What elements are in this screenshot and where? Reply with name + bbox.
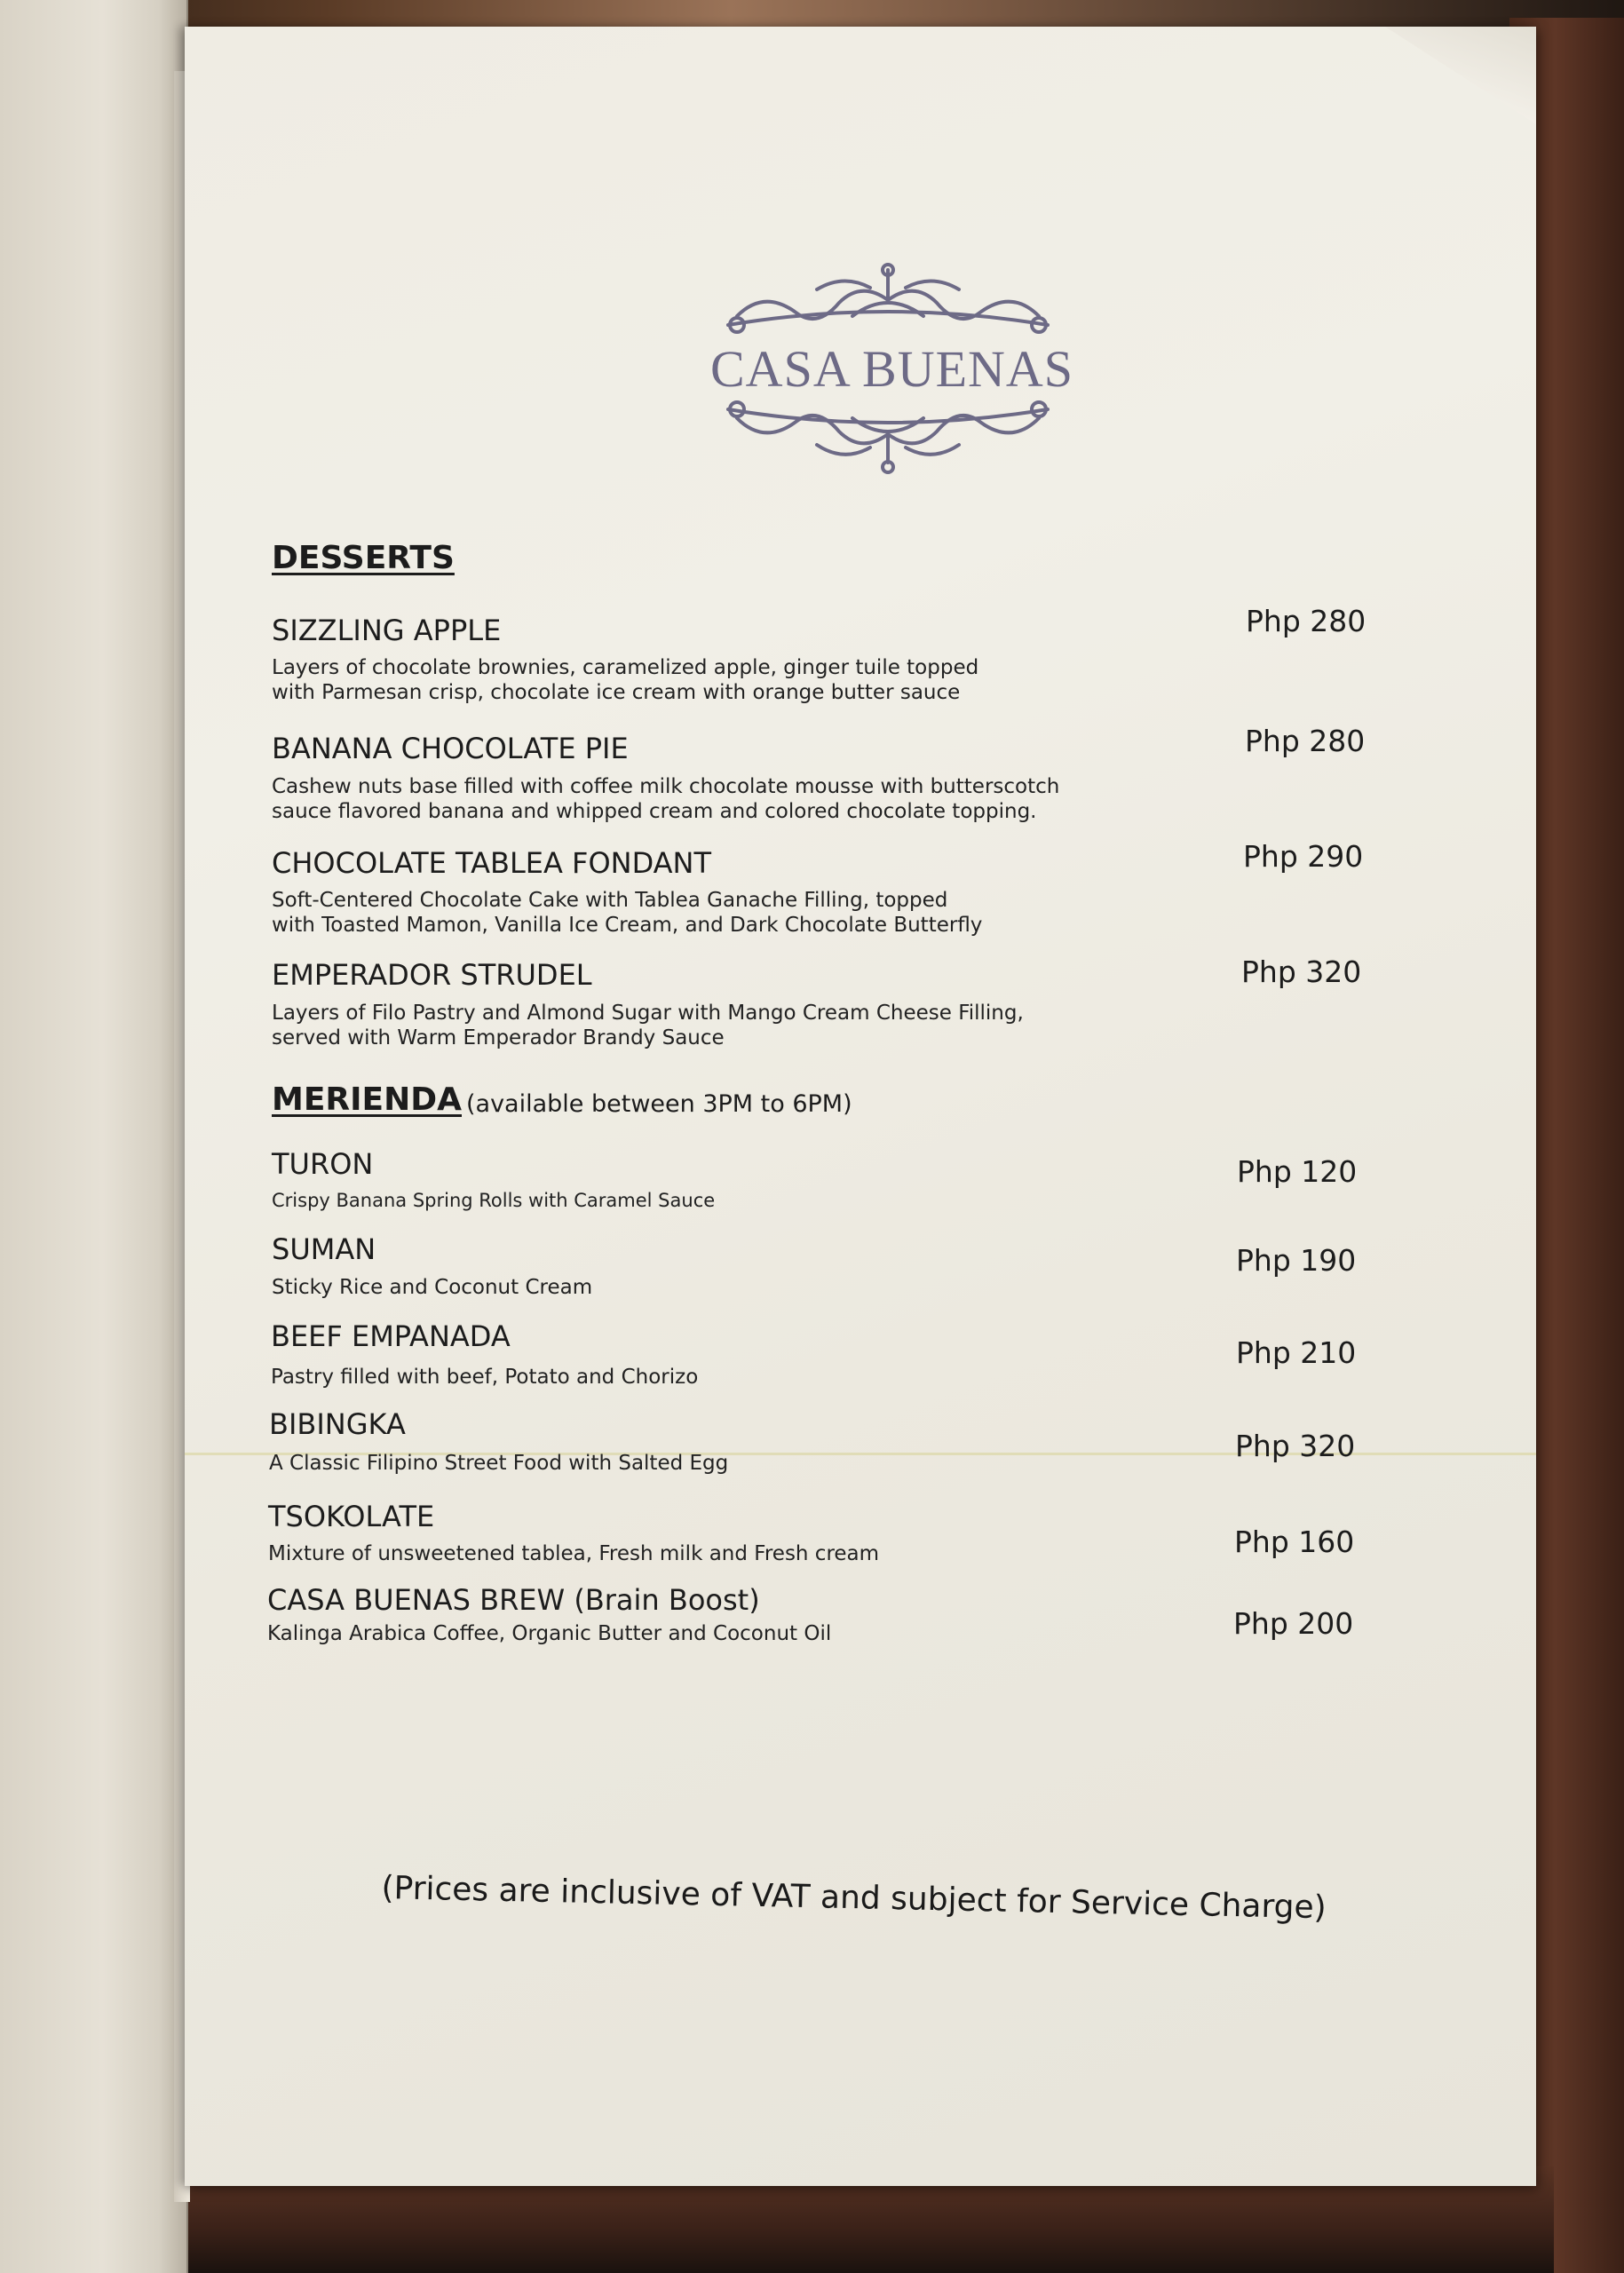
menu-item-name: BEEF EMPANADA [271, 1319, 511, 1353]
logo-text: CASA BUENAS [710, 340, 1074, 398]
menu-item-description: with Toasted Mamon, Vanilla Ice Cream, and Dark Chocolate Butterfly [272, 914, 983, 937]
menu-item-price: Php 210 [1236, 1335, 1357, 1370]
menu-item-name: BANANA CHOCOLATE PIE [272, 732, 629, 765]
menu-item-description: Cashew nuts base filled with coffee milk chocolate mousse with butterscotch [272, 775, 1060, 798]
menu-item-description: Pastry filled with beef, Potato and Chorizo [271, 1366, 699, 1389]
menu-item-description: served with Warm Emperador Brandy Sauce [272, 1026, 725, 1049]
menu-item-name: EMPERADOR STRUDEL [272, 958, 592, 992]
menu-item-description: Layers of chocolate brownies, caramelized apple, ginger tuile topped [272, 656, 979, 679]
menu-item-description: Mixture of unsweetened tablea, Fresh milk and Fresh cream [268, 1542, 880, 1565]
menu-item-name: SUMAN [272, 1232, 376, 1266]
menu-item-price: Php 280 [1245, 724, 1366, 758]
menu-item-name: TURON [272, 1147, 374, 1181]
brand-logo [710, 263, 1074, 485]
footer-note: (Prices are inclusive of VAT and subject for Service Charge) [381, 1870, 1327, 1927]
menu-item-name: BIBINGKA [269, 1407, 406, 1441]
menu-item-price: Php 200 [1233, 1606, 1354, 1641]
menu-item-name: SIZZLING APPLE [272, 614, 502, 647]
menu-item-name: CASA BUENAS BREW (Brain Boost) [267, 1583, 760, 1617]
menu-item-description: sauce flavored banana and whipped cream and colored chocolate topping. [272, 800, 1037, 823]
section-title-desserts: DESSERTS [272, 540, 455, 576]
menu-item-price: Php 280 [1246, 604, 1367, 638]
menu-item-price: Php 290 [1243, 839, 1364, 874]
section-title-merienda: MERIENDA [272, 1081, 462, 1118]
menu-item-name: TSOKOLATE [268, 1500, 435, 1533]
section-note-merienda: (available between 3PM to 6PM) [466, 1090, 852, 1118]
menu-item-price: Php 190 [1236, 1243, 1357, 1278]
menu-item-price: Php 320 [1235, 1429, 1356, 1463]
menu-item-price: Php 120 [1237, 1154, 1358, 1189]
menu-item-description: Layers of Filo Pastry and Almond Sugar with Mango Cream Cheese Filling, [272, 1002, 1024, 1025]
menu-item-description: Kalinga Arabica Coffee, Organic Butter and Coconut Oil [267, 1622, 832, 1645]
menu-item-description: with Parmesan crisp, chocolate ice cream with orange butter sauce [272, 681, 961, 704]
menu-item-description: A Classic Filipino Street Food with Salted Egg [269, 1452, 729, 1475]
menu-item-description: Crispy Banana Spring Rolls with Caramel Sauce [272, 1190, 716, 1211]
menu-item-price: Php 160 [1234, 1525, 1355, 1559]
left-page [0, 0, 188, 2273]
menu-item-description: Soft-Centered Chocolate Cake with Tablea Ganache Filling, topped [272, 889, 948, 912]
menu-item-name: CHOCOLATE TABLEA FONDANT [272, 846, 712, 880]
menu-item-price: Php 320 [1241, 954, 1362, 989]
menu-item-description: Sticky Rice and Coconut Cream [272, 1276, 593, 1299]
